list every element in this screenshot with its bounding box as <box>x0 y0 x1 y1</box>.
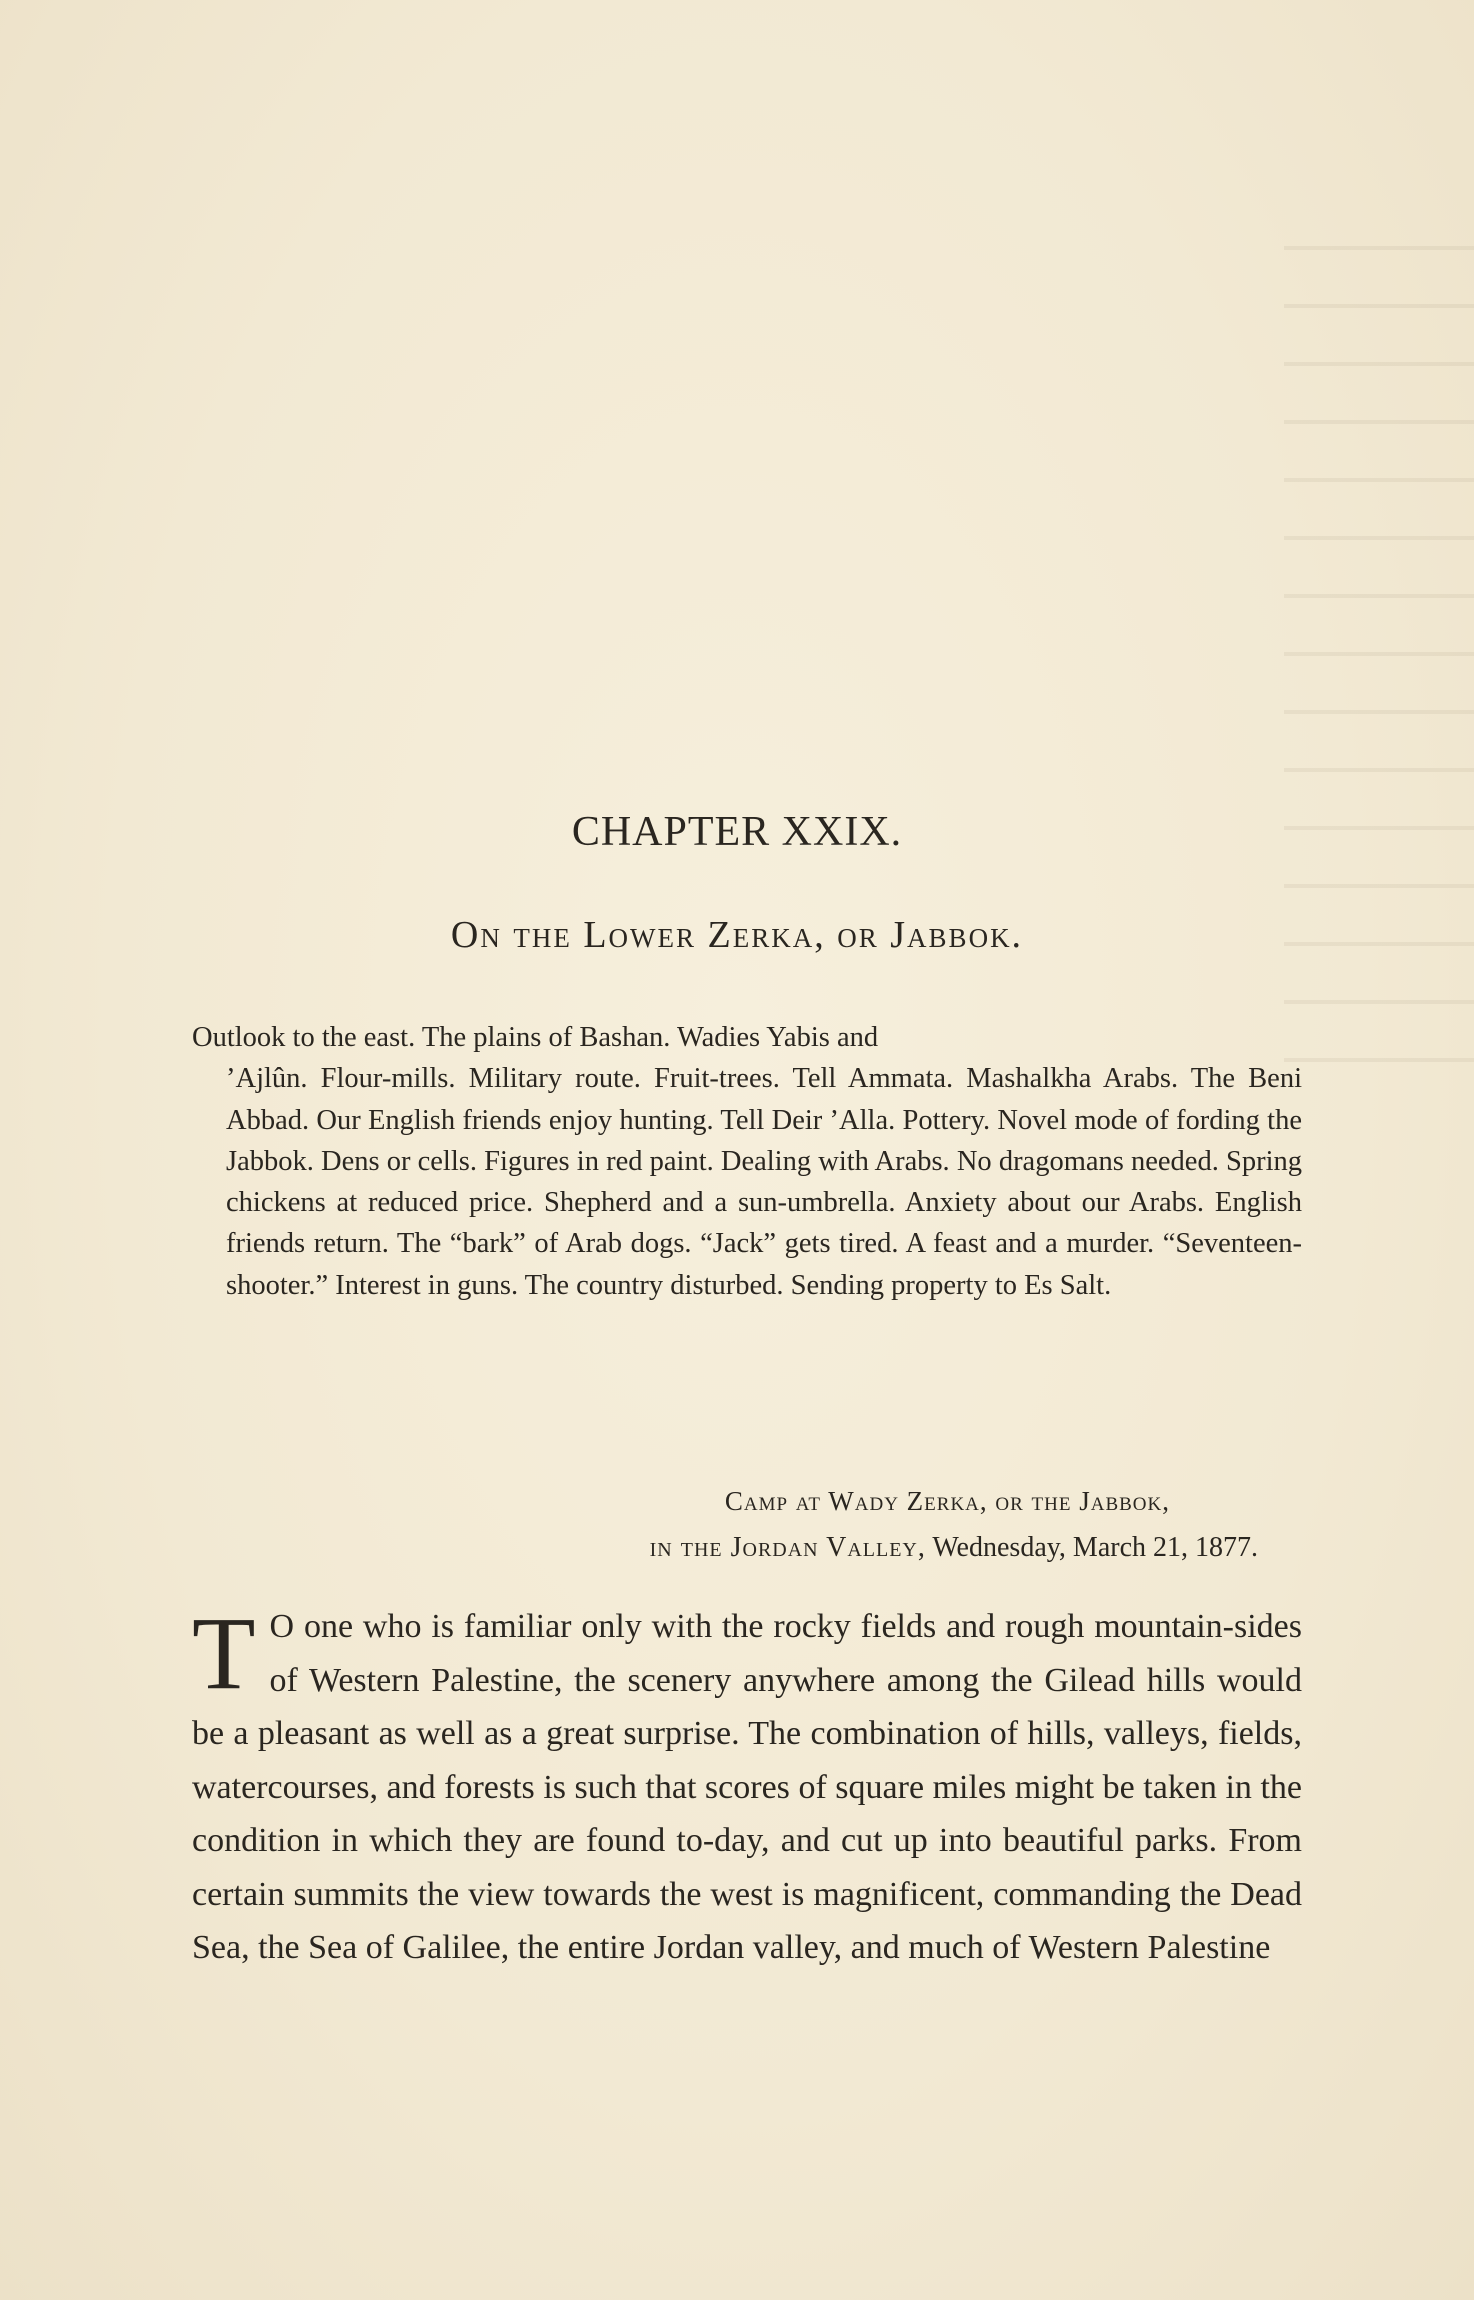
summary-first-line: Outlook to the east. The plains of Bashan. Wadies Yabis and <box>192 1022 879 1053</box>
chapter-subtitle: On the Lower Zerka, or Jabbok. <box>450 914 1024 956</box>
body-text: O one who is familiar only with the rocky fields and rough mountain-sides of Western Palestine, the scenery anywhere among the Gilead hills would be a pleasant as well as a great surprise. The combination of hills, valleys, fields, watercourses, and forests is such that scores of square miles might be taken in the condition in which they are found to-day, and cut up into beautiful parks. From certain summits the view towards the west is magnificent, commanding the Dead Sea, the Sea of Galilee, the entire Jordan valley, and much of Western Palestine <box>192 1608 1302 1966</box>
body-paragraph <box>192 1596 1302 1975</box>
dateline-day: Wednesday, March 21, 1877. <box>932 1532 1258 1563</box>
dateline-place: in the Jordan Valley, <box>649 1532 926 1563</box>
chapter-title: CHAPTER XXIX. <box>571 809 903 855</box>
dateline-location: Camp at Wady Zerka, or the Jabbok, <box>724 1486 1170 1516</box>
summary-continuation: ’Ajlûn. Flour-mills. Military route. Fruit-trees. Tell Ammata. Mashalkha Arabs. The Beni Abbad. Our English friends enjoy hunting. Tell Deir ’Alla. Pottery. Novel mode of fording the Jabbok. Dens or cells. Figures in red paint. Dealing with Arabs. No dragomans needed. Spring chickens at reduced price. Shepherd and a sun-umbrella. Anxiety about our Arabs. English friends return. The “bark” of Arab dogs. “Jack” gets tired. A feast and a murder. “Seventeen-shooter.” Interest in guns. The country disturbed. Sending property to Es Salt. <box>226 1063 1302 1301</box>
drop-cap: T <box>192 1596 256 1711</box>
dateline-date <box>192 1532 1302 1564</box>
chapter-summary <box>192 1017 1302 1306</box>
